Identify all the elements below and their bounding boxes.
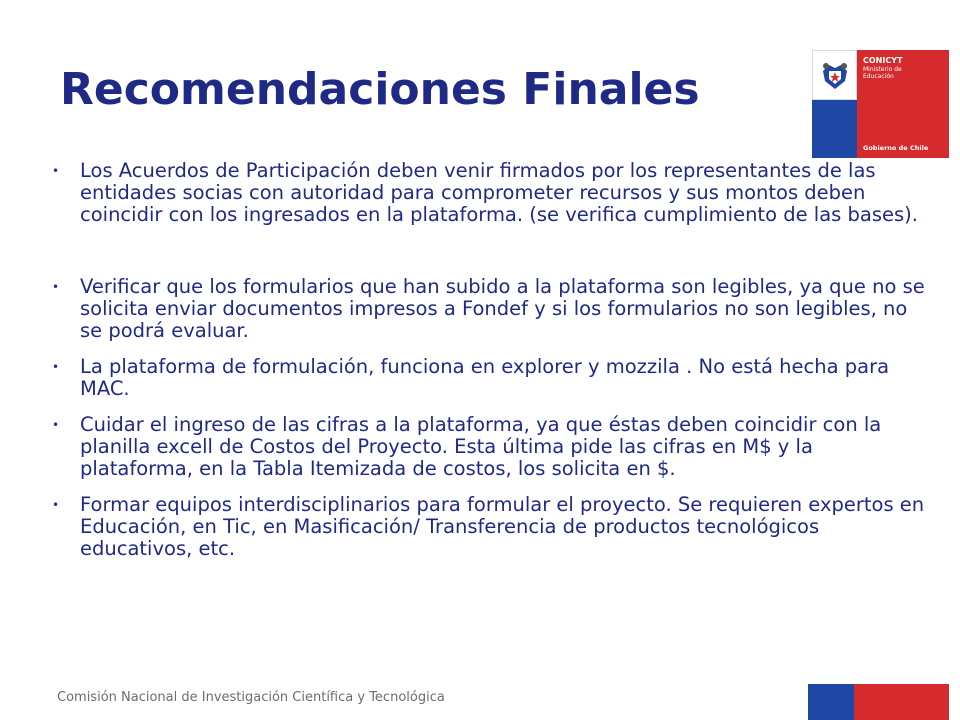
bullet-icon: •: [52, 498, 60, 512]
logo-org-name: CONICYT: [863, 56, 903, 65]
recommendations-list: [50, 160, 930, 560]
list-item: [50, 160, 930, 226]
flag-blue: [808, 684, 854, 720]
bullet-icon: •: [52, 280, 60, 294]
list-item-text: Formar equipos interdisciplinarios para formular el proyecto. Se requieren expertos en Educación, en Tic, en Masificación/ Transferencia de productos tecnológicos educativos, etc.: [80, 493, 925, 560]
list-item: [50, 414, 930, 480]
bullet-icon: •: [52, 164, 60, 178]
list-item-text: Los Acuerdos de Participación deben venir firmados por los representantes de las entidades socias con autoridad para comprometer recursos y sus montos deben coincidir con los ingresados en la plataforma. (se verifica cumplimiento de las bases).: [80, 159, 918, 226]
list-item-text: Cuidar el ingreso de las cifras a la plataforma, ya que éstas deben coincidir con la planilla excell de Costos del Proyecto. Esta última pide las cifras en M$ y la plataforma, en la Tabla Itemizada de costos, los solicita en $.: [80, 413, 882, 480]
slide-title: Recomendaciones Finales: [60, 64, 700, 115]
logo-government: Gobierno de Chile: [863, 144, 929, 152]
list-item: [50, 276, 930, 342]
list-item-text: La plataforma de formulación, funciona en explorer y mozzila . No está hecha para MAC.: [80, 355, 890, 400]
list-item: [50, 494, 930, 560]
footer-text: Comisión Nacional de Investigación Científica y Tecnológica: [57, 690, 445, 705]
logo-department: Ministerio de Educación: [863, 66, 902, 80]
bullet-icon: •: [52, 360, 60, 374]
flag-stripe: [808, 684, 949, 720]
logo-left-panel: [812, 50, 857, 158]
coat-of-arms-icon: [812, 50, 857, 100]
logo-red-block: [857, 50, 949, 158]
list-item: [50, 356, 930, 400]
logo-blue-block: [812, 100, 857, 158]
conicyt-logo: [812, 50, 949, 158]
flag-red: [854, 684, 949, 720]
bullet-icon: •: [52, 418, 60, 432]
list-item-text: Verificar que los formularios que han subido a la plataforma son legibles, ya que no se solicita enviar documentos impresos a Fondef y si los formularios no son legibles, no se podrá evaluar.: [80, 275, 925, 342]
